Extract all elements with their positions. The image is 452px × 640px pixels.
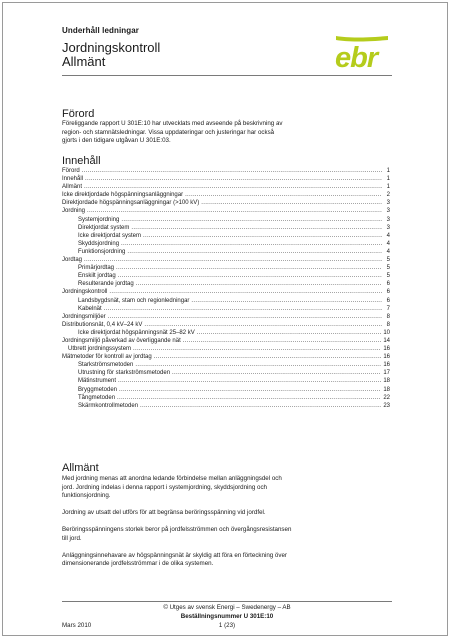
toc-entry[interactable] xyxy=(62,264,390,272)
toc-entry-label: Landsbygdsnät, stam och regionledningar xyxy=(78,297,190,304)
footer-rule xyxy=(62,601,392,602)
toc-entry[interactable] xyxy=(62,394,390,402)
toc-dot-leader xyxy=(154,353,382,361)
toc-entry-label: Icke direktjordat högspänningsnät 25–82 kV xyxy=(78,329,195,336)
forord-line: gjorts i den tidigare utgåvan U 301E:03. xyxy=(62,137,171,145)
toc-entry-label: Skyddsjordning xyxy=(78,240,120,247)
header-rule xyxy=(62,75,392,76)
toc-entry-label: Systemjordning xyxy=(78,216,120,223)
forord-line: region- och stamnätsledningar. Vissa uppdateringar och justeringar har också xyxy=(62,128,275,136)
toc-heading: Innehåll xyxy=(62,155,101,167)
toc-entry-label: Kabelnät xyxy=(78,305,102,312)
toc-entry-page: 6 xyxy=(386,297,390,304)
allmant-line: Med jordning menas att anordna ledande förbindelse mellan anläggningsdel och xyxy=(62,475,282,482)
toc-dot-leader xyxy=(131,224,382,232)
toc-entry-page: 4 xyxy=(386,248,390,255)
toc-entry-label: Enskilt jordtag xyxy=(78,273,116,280)
toc-entry-label: Tångmetoden xyxy=(78,394,116,401)
toc-entry-page: 1 xyxy=(386,184,390,191)
toc-dot-leader xyxy=(136,280,382,288)
document-title xyxy=(62,41,160,69)
toc-dot-leader xyxy=(109,288,382,296)
toc-dot-leader xyxy=(191,297,382,305)
toc-dot-leader xyxy=(84,183,382,191)
toc-entry-page: 16 xyxy=(383,346,390,353)
toc-entry[interactable] xyxy=(62,207,390,215)
toc-entry-label: Jordningsmiljöer xyxy=(62,313,106,320)
toc-entry-page: 16 xyxy=(383,362,390,369)
footer-page-number: 1 (23) xyxy=(218,622,236,629)
toc-entry[interactable] xyxy=(62,280,390,288)
toc-entry-page: 3 xyxy=(386,208,390,215)
footer-order-number: Beställningsnummer U 301E:10 xyxy=(180,613,274,620)
logo-wordmark: ebr xyxy=(335,42,378,70)
toc-entry[interactable] xyxy=(62,288,390,296)
toc-entry[interactable] xyxy=(62,272,390,280)
toc-entry-label: Förord xyxy=(62,168,80,174)
toc-entry[interactable] xyxy=(62,240,390,248)
toc-entry[interactable] xyxy=(62,297,390,305)
allmant-paragraph xyxy=(62,509,390,518)
toc-dot-leader xyxy=(121,216,382,224)
toc-entry-page: 10 xyxy=(383,329,390,336)
toc-dot-leader xyxy=(121,240,382,248)
toc-entry[interactable] xyxy=(62,337,390,345)
toc-dot-leader xyxy=(197,329,382,337)
toc-list xyxy=(62,167,390,410)
toc-dot-leader xyxy=(104,305,382,313)
toc-entry-page: 1 xyxy=(386,168,390,174)
toc-entry[interactable] xyxy=(62,216,390,224)
toc-entry[interactable] xyxy=(62,175,390,183)
toc-entry-label: Resulterande jordtag xyxy=(78,281,134,288)
toc-dot-leader xyxy=(87,207,382,215)
toc-entry[interactable] xyxy=(62,402,390,410)
toc-entry-page: 4 xyxy=(386,232,390,239)
document-title-line1: Jordningskontroll xyxy=(62,40,161,55)
toc-entry-label: Distributionsnät, 0,4 kV–24 kV xyxy=(62,321,143,328)
toc-entry-label: Icke direktjordade högspänningsanläggningar xyxy=(62,192,184,199)
toc-entry[interactable] xyxy=(62,199,390,207)
toc-entry[interactable] xyxy=(62,329,390,337)
toc-entry-page: 7 xyxy=(386,305,390,312)
toc-dot-leader xyxy=(116,264,382,272)
toc-entry[interactable] xyxy=(62,361,390,369)
forord-line: Föreliggande rapport U 301E:10 har utvecklats med avseende på beskrivning av xyxy=(62,120,283,127)
toc-entry[interactable] xyxy=(62,191,390,199)
toc-entry-label: Funktionsjordning xyxy=(78,248,126,255)
toc-dot-leader xyxy=(144,321,382,329)
toc-entry[interactable] xyxy=(62,386,390,394)
forord-section xyxy=(62,108,390,146)
allmant-line: Beröringsspänningens storlek beror på jordfelsströmmen och övergångsresistansen xyxy=(62,526,292,534)
toc-entry-label: Skärmkontrollmetoden xyxy=(78,402,139,409)
toc-entry-page: 1 xyxy=(386,176,390,183)
toc-entry-label: Mätinstrument xyxy=(78,378,117,385)
toc-entry-page: 23 xyxy=(383,402,390,409)
allmant-line: funktionsjordning. xyxy=(62,492,111,500)
toc-entry-page: 3 xyxy=(386,216,390,223)
toc-dot-leader xyxy=(133,345,381,353)
toc-dot-leader xyxy=(172,369,381,377)
toc-entry-page: 8 xyxy=(386,313,390,320)
toc-entry-label: Bryggmetoden xyxy=(78,386,118,393)
toc-entry-page: 3 xyxy=(386,200,390,207)
toc-entry-label: Primärjordtag xyxy=(78,265,115,272)
toc-dot-leader xyxy=(118,272,382,280)
toc-entry-page: 16 xyxy=(383,354,390,361)
toc-entry-label: Utrustning för starkströmsmetoden xyxy=(78,370,171,377)
toc-entry-page: 6 xyxy=(386,281,390,288)
toc-dot-leader xyxy=(127,248,382,256)
toc-entry[interactable] xyxy=(62,321,390,329)
toc-entry-label: Mätmetoder för kontroll av jordtag xyxy=(62,354,152,361)
toc-entry[interactable] xyxy=(62,369,390,377)
toc-entry[interactable] xyxy=(62,256,390,264)
toc-dot-leader xyxy=(82,167,382,175)
document-series: Underhåll ledningar xyxy=(62,26,140,35)
toc-entry-page: 18 xyxy=(383,386,390,393)
toc-entry-label: Icke direktjordat system xyxy=(78,232,142,239)
allmant-paragraph xyxy=(62,552,390,569)
toc-entry-label: Starkströmsmetoden xyxy=(78,362,134,369)
toc-dot-leader xyxy=(183,337,382,345)
toc-entry[interactable] xyxy=(62,305,390,313)
toc-dot-leader xyxy=(140,402,381,410)
allmant-line: Jordning av utsatt del utförs för att begränsa beröringsspänning vid jordfel. xyxy=(62,509,266,517)
toc-section xyxy=(62,155,390,410)
toc-entry-page: 2 xyxy=(386,192,390,199)
toc-entry-page: 5 xyxy=(386,265,390,272)
toc-entry[interactable] xyxy=(62,313,390,321)
toc-dot-leader xyxy=(135,361,381,369)
toc-entry-label: Jordtag xyxy=(62,257,83,264)
footer-copyright: © Utges av svensk Energi – Swedenergy – AB xyxy=(163,604,291,611)
toc-entry-page: 4 xyxy=(386,240,390,247)
ebr-logo xyxy=(334,34,390,70)
toc-entry-label: Jordningsmiljö påverkad av överliggande nät xyxy=(62,337,181,344)
allmant-heading: Allmänt xyxy=(62,462,99,474)
toc-entry-label: Innehåll xyxy=(62,176,84,183)
toc-dot-leader xyxy=(84,256,382,264)
toc-entry[interactable] xyxy=(62,377,390,385)
toc-entry-label: Jordningskontroll xyxy=(62,289,108,296)
toc-dot-leader xyxy=(185,191,382,199)
toc-entry-page: 14 xyxy=(383,337,390,344)
toc-entry[interactable] xyxy=(62,353,390,361)
toc-entry-page: 17 xyxy=(383,370,390,377)
toc-dot-leader xyxy=(143,232,382,240)
toc-entry-page: 5 xyxy=(386,273,390,280)
footer-date: Mars 2010 xyxy=(62,622,92,629)
document-title-line2: Allmänt xyxy=(62,54,106,69)
forord-text xyxy=(62,120,390,146)
toc-entry[interactable] xyxy=(62,345,390,353)
toc-entry[interactable] xyxy=(62,183,390,191)
allmant-line: till jord. xyxy=(62,534,82,542)
toc-entry-label: Direktjordat system xyxy=(78,224,130,231)
allmant-line: dimensionerande jordfelsströmmar i de olika systemen. xyxy=(62,560,214,568)
toc-entry[interactable] xyxy=(62,224,390,232)
toc-dot-leader xyxy=(85,175,382,183)
toc-entry-page: 8 xyxy=(386,321,390,328)
toc-entry[interactable] xyxy=(62,232,390,240)
toc-entry-page: 22 xyxy=(383,394,390,401)
toc-dot-leader xyxy=(118,377,381,385)
toc-dot-leader xyxy=(201,199,382,207)
toc-entry-label: Direktjordade högspänningsanläggningar (>100 kV) xyxy=(62,200,200,207)
toc-entry[interactable] xyxy=(62,167,390,175)
toc-entry-label: Utbrett jordningssystem xyxy=(68,346,132,353)
toc-dot-leader xyxy=(108,313,382,321)
allmant-paragraph xyxy=(62,526,390,543)
toc-entry[interactable] xyxy=(62,248,390,256)
allmant-section xyxy=(62,462,390,569)
forord-heading: Förord xyxy=(62,108,95,120)
allmant-line: jord. Jordning indelas i denna rapport i systemjordning, skyddsjordning och xyxy=(62,483,267,491)
toc-entry-page: 3 xyxy=(386,224,390,231)
toc-entry-page: 6 xyxy=(386,289,390,296)
toc-entry-label: Jordning xyxy=(62,208,86,215)
toc-dot-leader xyxy=(117,394,381,402)
toc-entry-label: Allmänt xyxy=(62,184,83,191)
toc-entry-page: 18 xyxy=(383,378,390,385)
allmant-line: Anläggningsinnehavare av högspänningsnät är skyldig att föra en förteckning över xyxy=(62,551,287,559)
toc-dot-leader xyxy=(119,386,381,394)
toc-entry-page: 5 xyxy=(386,257,390,264)
allmant-paragraph xyxy=(62,475,390,501)
